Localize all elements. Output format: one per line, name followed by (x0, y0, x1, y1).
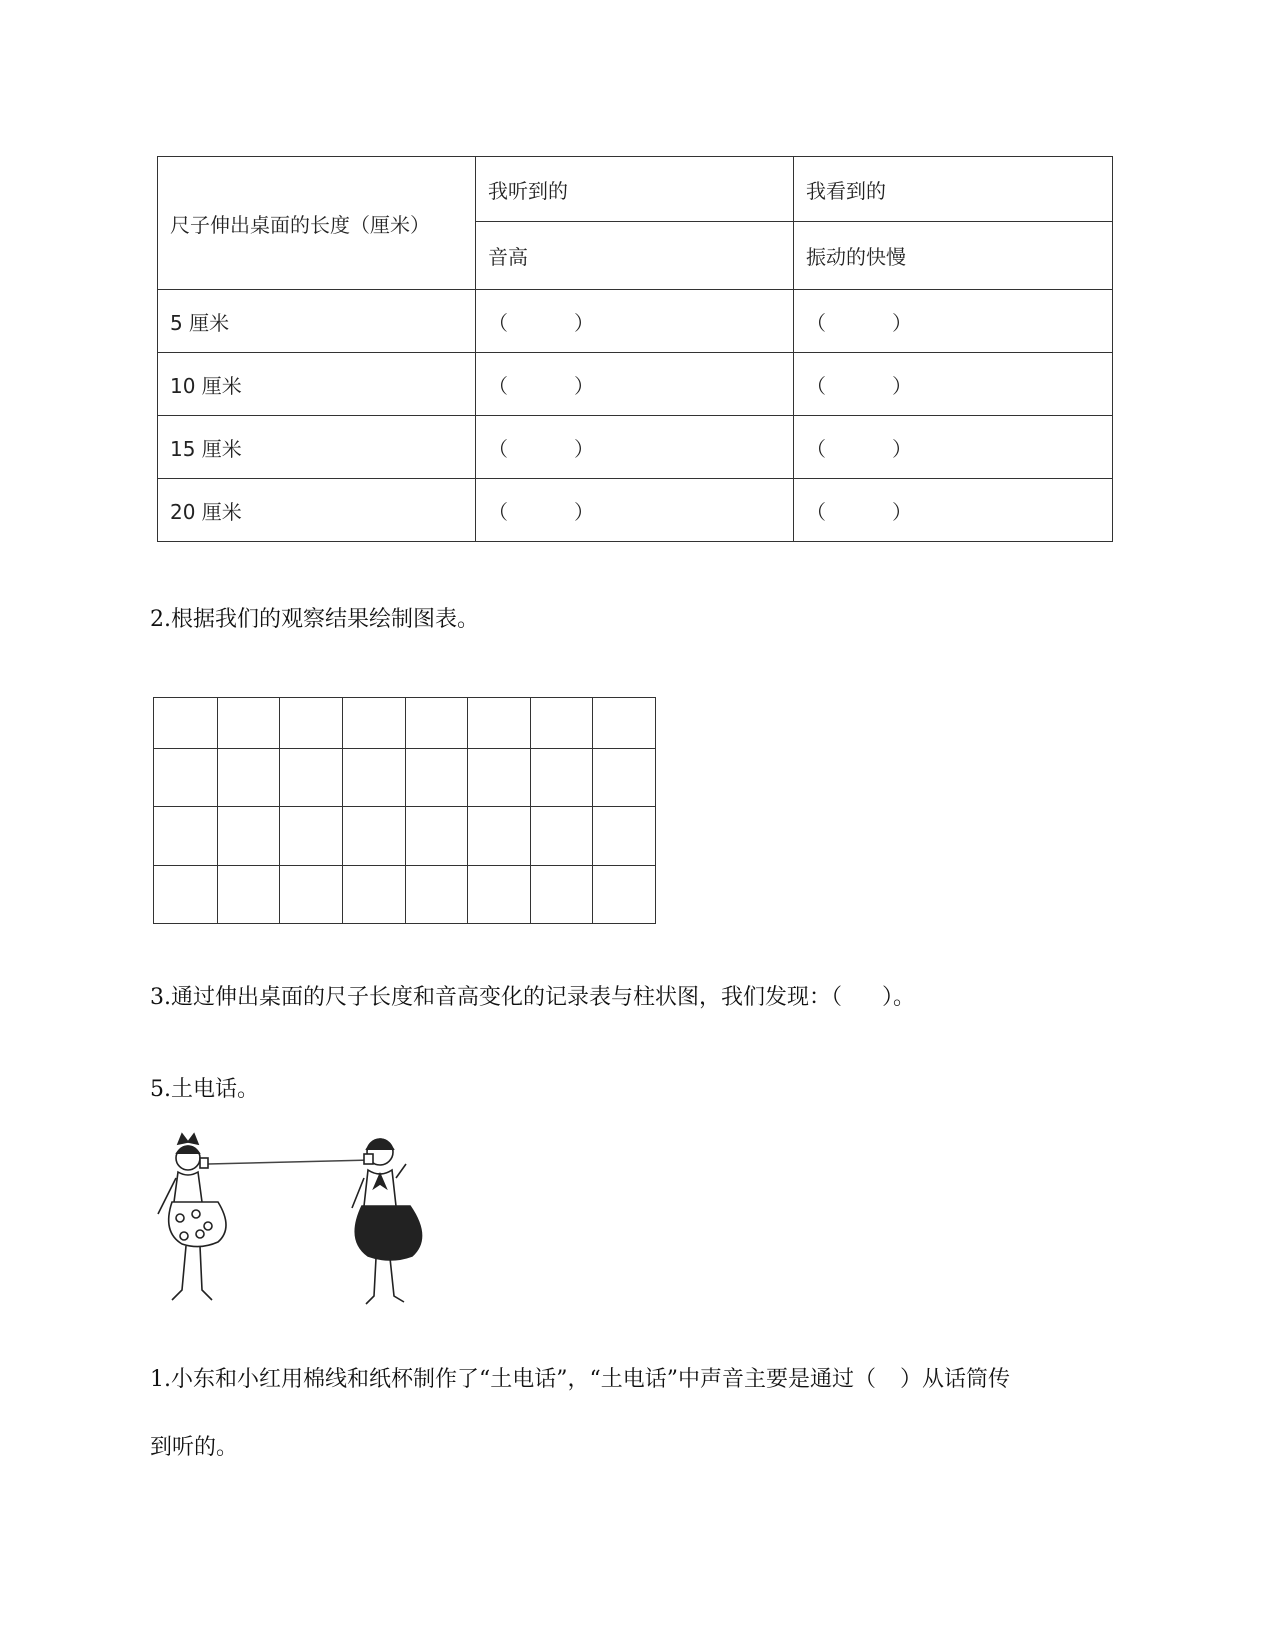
heard-blank[interactable] (476, 290, 794, 353)
grid-column-line (217, 698, 218, 923)
left-girl-figure (158, 1134, 226, 1300)
seen-blank[interactable] (794, 290, 1113, 353)
header-length: 尺子伸出桌面的长度（厘米） (170, 212, 430, 237)
table-row (158, 353, 1113, 416)
heard-blank[interactable] (476, 479, 794, 542)
paren-open: （ (488, 310, 508, 335)
string-telephone-illustration (150, 1128, 440, 1310)
paren-close: ） (892, 436, 912, 461)
paren-open: （ (488, 499, 508, 524)
heard-blank[interactable] (476, 416, 794, 479)
header-heard: 我听到的 (488, 178, 568, 203)
length-cell (158, 479, 476, 542)
paren-open: （ (806, 310, 826, 335)
seen-blank[interactable] (794, 353, 1113, 416)
paren-close: ） (574, 373, 594, 398)
question-1 (150, 1362, 1010, 1393)
sub-seen: 振动的快慢 (806, 245, 906, 269)
paren-open: （ (806, 499, 826, 524)
paren-open: （ (488, 373, 508, 398)
grid-column-line (279, 698, 280, 923)
length-cell (158, 416, 476, 479)
grid-row-line (154, 806, 655, 807)
grid-column-line (592, 698, 593, 923)
question-1-line-2: 到听的。 (150, 1435, 239, 1460)
length-label: 5 厘米 (170, 310, 230, 335)
grid-column-line (530, 698, 531, 923)
question-1-text-end: ）从话筒传 (899, 1367, 1010, 1392)
heard-blank[interactable] (476, 353, 794, 416)
length-label: 20 厘米 (170, 499, 242, 524)
question-3-text: 3.通过伸出桌面的尺子长度和音高变化的记录表与柱状图，我们发现：（ (150, 985, 842, 1010)
table-row (158, 416, 1113, 479)
table-row (158, 290, 1113, 353)
paren-close: ） (892, 499, 912, 524)
grid-column-line (405, 698, 406, 923)
sub-heard: 音高 (488, 245, 528, 269)
header-seen-cell (794, 157, 1113, 222)
paren-open: （ (806, 373, 826, 398)
length-label: 15 厘米 (170, 436, 242, 461)
grid-row-line (154, 865, 655, 866)
empty-chart-grid[interactable] (153, 697, 656, 924)
paren-close: ） (574, 499, 594, 524)
grid-column-line (467, 698, 468, 923)
question-2: 2.根据我们的观察结果绘制图表。 (150, 607, 479, 632)
section-5-title: 5.土电话。 (150, 1077, 259, 1102)
length-label: 10 厘米 (170, 373, 242, 398)
grid-row-line (154, 748, 655, 749)
paren-close: ） (574, 436, 594, 461)
sub-heard-cell (476, 222, 794, 290)
paren-open: （ (806, 436, 826, 461)
paren-close: ） (574, 310, 594, 335)
sub-seen-cell (794, 222, 1113, 290)
question-3-end: ）。 (882, 985, 916, 1010)
seen-blank[interactable] (794, 479, 1113, 542)
record-table (157, 156, 1113, 542)
question-1-text: 1.小东和小红用棉线和纸杯制作了“土电话”，“土电话”中声音主要是通过（ (150, 1367, 876, 1392)
right-girl-figure (352, 1139, 422, 1304)
table-row (158, 479, 1113, 542)
length-cell (158, 353, 476, 416)
grid-column-line (342, 698, 343, 923)
paren-open: （ (488, 436, 508, 461)
header-heard-cell (476, 157, 794, 222)
seen-blank[interactable] (794, 416, 1113, 479)
paren-close: ） (892, 373, 912, 398)
header-seen: 我看到的 (806, 178, 886, 203)
question-3 (150, 980, 915, 1011)
length-cell (158, 290, 476, 353)
paren-close: ） (892, 310, 912, 335)
string-line (208, 1160, 372, 1164)
header-length-cell (158, 157, 476, 290)
